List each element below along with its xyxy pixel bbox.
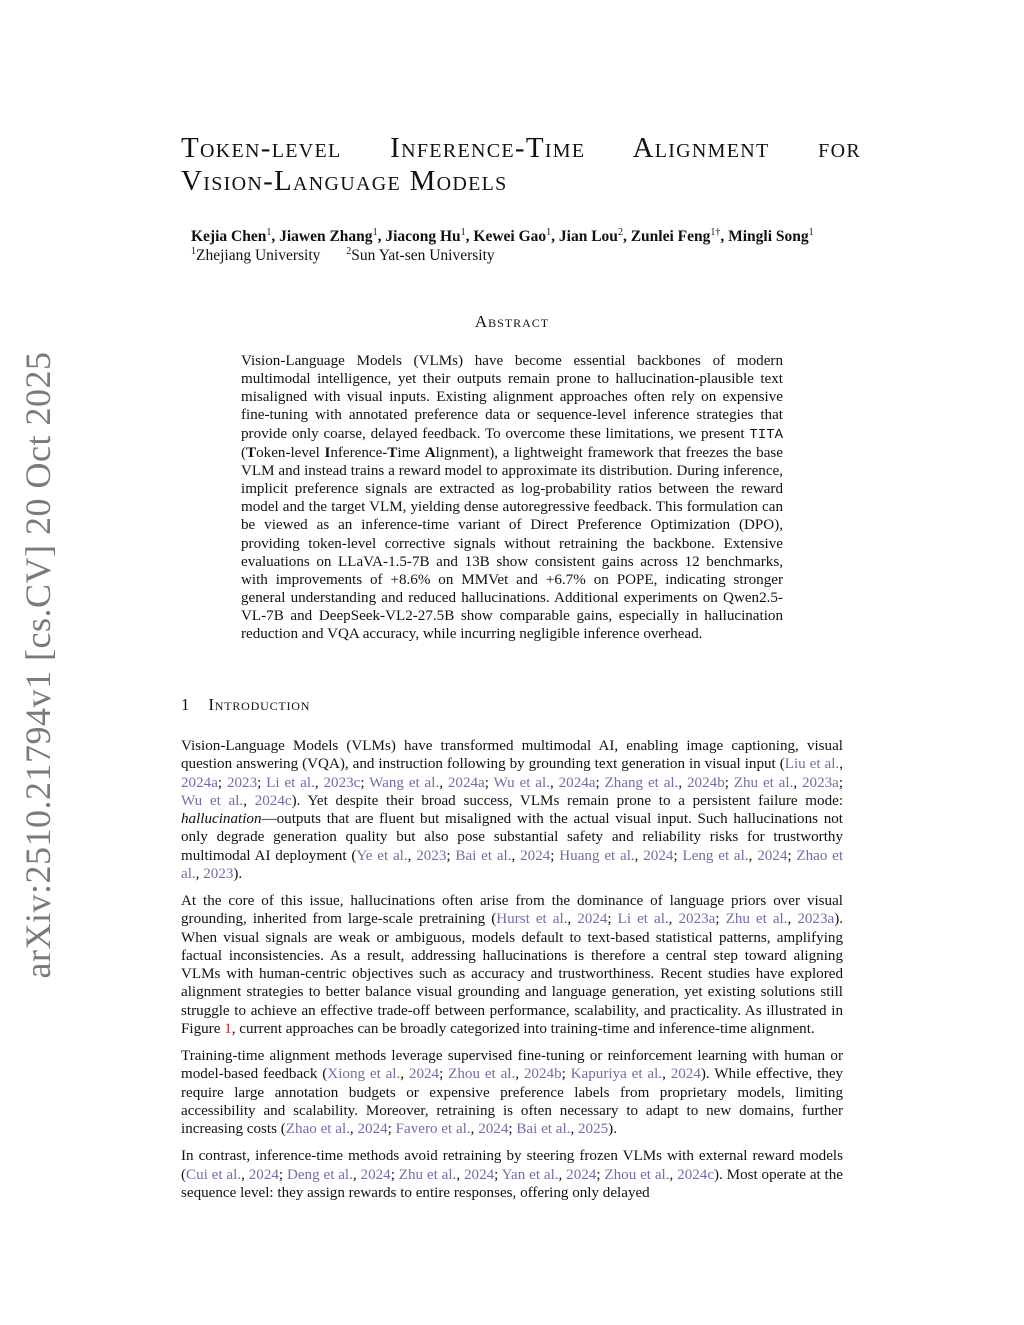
citation-link[interactable]: 2024	[360, 1166, 391, 1183]
arxiv-identifier: arXiv:2510.21794v1 [cs.CV] 20 Oct 2025	[18, 351, 58, 979]
paragraph: Training-time alignment methods leverage supervised fine-tuning or reinforcement learning with human or model-based feedback (Xiong et al., 2024; Zhou et al., 2024b; Kapuriya et al., 2024). While effective, they require large annotation budgets or expensive preference labels from proprietary models, limiting accessibility and scalability. Moreover, retraining is often necessary to adapt to new domains, further increasing costs (Zhao et al., 2024; Favero et al., 2024; Bai et al., 2025).	[181, 1048, 844, 1137]
citation-link[interactable]: 2024	[520, 847, 551, 864]
affiliations	[191, 246, 831, 265]
citation-link[interactable]: Zhu et al.	[733, 774, 794, 791]
section-heading	[181, 695, 581, 715]
section-number: 1	[181, 695, 191, 714]
paragraph: At the core of this issue, hallucinations often arise from the dominance of language priors over visual grounding, inherited from large-scale pretraining (Hurst et al., 2024; Li et al., 2023a; Zhu et al., 2023a). When visual signals are weak or ambiguous, models default to text-based statistical patterns, amplifying factual inconsistencies. As a result, addressing hallucinations is therefore a central step toward aligning VLMs with human-centric objectives such as accuracy and trustworthiness. Recent studies have explored alignment strategies to better balance visual grounding and language generation, yet existing solutions still struggle to achieve an effective trade-off between performance, scalability, and practicality. As illustrated in Figure 1, current approaches can be broadly categorized into training-time and inference-time alignment.	[181, 893, 844, 1037]
citation-link[interactable]: Zhou et al.	[604, 1166, 670, 1183]
author: Jiawen Zhang$^1$	[279, 227, 378, 246]
citation-link[interactable]: Li et al.	[266, 774, 315, 791]
citation-link[interactable]: Wang et al.	[369, 774, 440, 791]
citation-link[interactable]: Wu et al.	[493, 774, 550, 791]
citation-link[interactable]: 2024c	[254, 792, 292, 809]
citation-link[interactable]: 2024	[478, 1121, 509, 1137]
abstract-text: Vision-Language Models (VLMs) have become essential backbones of modern multimodal intelligence, yet their outputs remain prone to hallucination-plausible text misaligned with visual inputs. Existing alignment approaches often rely on expensive fine-tuning with annotated preference data or sequence-level inference strategies that provide only coarse, delayed feedback. To overcome these limitations, we present TITA (Token-level Inference-Time Alignment), a lightweight framework that freezes the base VLM and instead trains a reward model to approximate its distribution. During inference, implicit preference signals are extracted as log-probability ratios between the reward model and the target VLM, yielding dense autoregressive feedback. This formulation can be viewed as an inference-time variant of Direct Preference Optimization (DPO), providing token-level corrective signals without retraining the backbone. Extensive evaluations on LLaVA-1.5-7B and 13B show consistent gains across 12 benchmarks, with improvements of +8.6% on MMVet and +6.7% on POPE, indicating stronger general understanding and reduced hallucinations. Additional experiments on Qwen2.5-VL-7B and DeepSeek-VL2-27.5B show comparable gains, especially in hallucination reduction and VQA accuracy, while incurring negligible inference overhead.	[241, 353, 783, 643]
citation-link[interactable]: Bai et al.	[516, 1121, 571, 1137]
citation-link[interactable]: Liu et al.	[784, 756, 840, 773]
paper-title	[181, 132, 861, 198]
author: Jian Lou$^2$	[558, 227, 623, 246]
citation-link[interactable]: 2024a	[181, 774, 218, 791]
citation-link[interactable]: 2024a	[558, 774, 596, 791]
citation-link[interactable]: 2023c	[323, 774, 361, 791]
citation-link[interactable]: Zhang et al.	[604, 774, 679, 791]
citation-link[interactable]: 2024	[757, 847, 788, 864]
abstract-heading: Abstract	[474, 312, 550, 331]
author: Mingli Song$^1$	[728, 227, 814, 246]
section-title: Introduction	[208, 695, 311, 714]
affiliation: $^1$Zhejiang University	[191, 246, 321, 265]
arxiv-sidebar	[8, 351, 68, 979]
paragraph: In contrast, inference-time methods avoid retraining by steering frozen VLMs with external reward models (Cui et al., 2024; Deng et al., 2024; Zhu et al., 2024; Yan et al., 2024; Zhou et al., 2024c). Most operate at the sequence level: they assign rewards to entire responses, offering only delayed	[181, 1148, 844, 1201]
citation-link[interactable]: Deng et al.	[286, 1166, 353, 1183]
citation-link[interactable]: Kapuriya et al.	[570, 1066, 663, 1083]
citation-link[interactable]: 2024	[248, 1166, 279, 1183]
citation-link[interactable]: 2024a	[447, 774, 485, 791]
citation-link[interactable]: Bai et al.	[455, 847, 512, 864]
title-line-2: Vision-Language Models	[181, 165, 508, 197]
citation-link[interactable]: Cui et al.	[186, 1166, 242, 1183]
citation-link[interactable]: 2023	[203, 865, 234, 882]
citation-link[interactable]: 2024b	[523, 1066, 562, 1083]
citation-link[interactable]: 2024	[566, 1166, 597, 1183]
citation-link[interactable]: 2024	[408, 1066, 440, 1083]
citation-link[interactable]: Huang et al.	[559, 847, 635, 864]
citation-link[interactable]: 2023a	[678, 911, 716, 928]
author-list: Kejia Chen$^1$, Jiawen Zhang$^1$, Jiacong Hu$^1$, Kewei Gao$^1$, Jian Lou$^2$, Zunlei Feng$^{1\dagger}$, Mingli Song$^1$	[191, 227, 814, 246]
section-body	[181, 737, 843, 1211]
citation-link[interactable]: 2023	[226, 774, 258, 791]
citation-link[interactable]: Wu et al.	[181, 792, 244, 809]
citation-link[interactable]: 2023a	[801, 774, 839, 791]
citation-link[interactable]: Xiong et al.	[327, 1066, 401, 1083]
citation-link[interactable]: 2024	[357, 1121, 388, 1137]
citation-link[interactable]: 2023a	[797, 911, 835, 928]
citation-link[interactable]: Leng et al.	[682, 847, 749, 864]
citation-link[interactable]: Zhao et al.	[181, 847, 844, 882]
citation-link[interactable]: 2024	[670, 1066, 701, 1083]
citation-link[interactable]: 2024	[643, 847, 674, 864]
affiliation: $^2$Sun Yat-sen University	[346, 246, 495, 265]
figure-link[interactable]: 1	[224, 1020, 232, 1037]
author: Jiacong Hu$^1$	[385, 227, 466, 246]
author: Kewei Gao$^1$	[473, 227, 552, 246]
citation-link[interactable]: Ye et al.	[356, 847, 408, 864]
title-line-1: Token-level Inference-Time Alignment for	[181, 132, 861, 164]
citation-link[interactable]: Zhou et al.	[448, 1066, 516, 1083]
citation-link[interactable]: Li et al.	[617, 911, 669, 928]
citation-link[interactable]: Yan et al.	[501, 1166, 559, 1183]
author: Kejia Chen$^1$	[191, 227, 272, 246]
author: Zunlei Feng$^{1\dagger}$	[630, 227, 721, 246]
citation-link[interactable]: Favero et al.	[395, 1121, 471, 1137]
citation-link[interactable]: 2024b	[687, 774, 725, 791]
citation-link[interactable]: Hurst et al.	[496, 911, 568, 928]
citation-link[interactable]: 2023	[416, 847, 447, 864]
citation-link[interactable]: Zhu et al.	[398, 1166, 457, 1183]
citation-link[interactable]: 2025	[577, 1121, 609, 1137]
paragraph: Vision-Language Models (VLMs) have transformed multimodal AI, enabling image captioning, visual question answering (VQA), and instruction following by grounding text generation in visual input (Liu et al., 2024a; 2023; Li et al., 2023c; Wang et al., 2024a; Wu et al., 2024a; Zhang et al., 2024b; Zhu et al., 2023a; Wu et al., 2024c). Yet despite their broad success, VLMs remain prone to a persistent failure mode: hallucination—outputs that are fluent but misaligned with the actual visual input. Such hallucinations not only degrade generation quality but also pose substantial safety and reliability risks for trustworthy multimodal AI deployment (Ye et al., 2023; Bai et al., 2024; Huang et al., 2024; Leng et al., 2024; Zhao et al., 2023).	[181, 738, 844, 882]
citation-link[interactable]: 2024	[463, 1166, 495, 1183]
citation-link[interactable]: Zhu et al.	[725, 911, 788, 928]
method-name: TITA	[749, 426, 783, 443]
citation-link[interactable]: 2024	[577, 911, 608, 928]
citation-link[interactable]: Zhao et al.	[285, 1121, 350, 1137]
citation-link[interactable]: 2024c	[677, 1166, 715, 1183]
